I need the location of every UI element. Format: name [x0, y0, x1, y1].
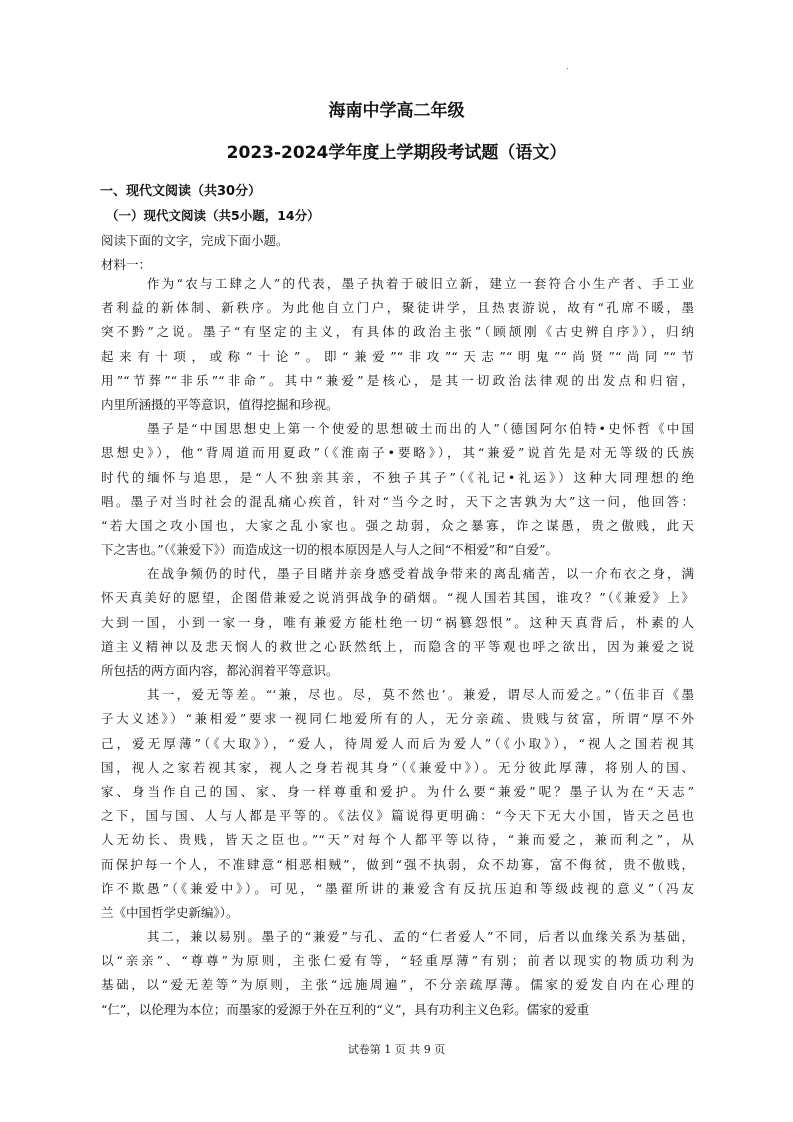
- passage-line: 时代的缅怀与追思，是“人不独亲其亲，不独子其子”（《礼记•礼运》）这种大同理想的绝: [101, 469, 694, 485]
- passage-line: 突不黔”之说。墨子“有坚定的主义，有具体的政治主张”（顾颉刚《古史辨自序》），归纳: [101, 324, 694, 340]
- material-label: 材料一：: [101, 257, 152, 272]
- passage-line: 之下，国与国、人与人都是平等的。《法仪》篇说得更明确：“今天下无大小国，皆天之邑也: [101, 808, 694, 824]
- passage-line: 其二，兼以易别。墨子的“兼爱”与孔、孟的“仁者爱人”不同，后者以血缘关系为基础，: [147, 929, 694, 945]
- passage-paragraph: [101, 417, 694, 562]
- passage-line: 大到一国，小到一家一身，唯有兼爱方能杜绝一切“祸篡怨恨”。这种天真背后，朴素的人: [101, 614, 694, 630]
- passage-paragraph: [101, 925, 694, 1022]
- passage-line: 者利益的新体制、新秩序。为此他自立门户，聚徒讲学，且热衷游说，故有“孔席不暖，墨: [101, 300, 694, 316]
- passage-line: 国，视人之家若视其家，视人之身若视其身”（《兼爱中》）。无分彼此厚薄，将别人的国、: [101, 759, 694, 775]
- passage-line: 作为“农与工肆之人”的代表，墨子执着于破旧立新，建立一套符合小生产者、手工业: [147, 276, 694, 291]
- passage-line: 以“亲亲”、“尊尊”为原则，主张仁爱有等，“轻重厚薄”有别；前者以现实的物质功利为: [101, 953, 694, 969]
- passage-line: 墨子是“中国思想史上第一个使爱的思想破土而出的人”（德国阿尔伯特•史怀哲《中国: [147, 421, 694, 437]
- passage-line: 其一，爱无等差。“‘兼，尽也。尽，莫不然也’。兼爱，谓尽人而爱之。”（伍非百《墨: [147, 687, 694, 703]
- exam-title: 2023-2024学年度上学期段考试题（语文）: [226, 143, 567, 163]
- passage-paragraph: [101, 683, 694, 925]
- passage-line: “若大国之攻小国也，大家之乱小家也。强之劫弱，众之暴寡，诈之谋愚，贵之傲贱，此天: [101, 517, 694, 533]
- passage-line: 诈不欺愚”（《兼爱中》）。可见，“墨翟所讲的兼爱含有反抗压迫和等级歧视的意义”（冯友: [101, 880, 694, 896]
- section-heading: 一、现代文阅读（共30分）: [100, 184, 262, 199]
- passage-line: 人无幼长、贵贱，皆天之臣也。”“天”对每个人都平等以待，“兼而爱之，兼而利之”，从: [101, 832, 694, 848]
- passage-line: 下之害也。”（《兼爱下》）而造成这一切的根本原因是人与人之间“不相爱”和“自爱”。: [101, 542, 558, 558]
- instruction-text: 阅读下面的文字，完成下面小题。: [101, 233, 289, 248]
- passage-line: 道主义精神以及悲天悯人的救世之心跃然纸上，而隐含的平等观也呼之欲出，因为兼爱之说: [101, 638, 694, 654]
- passage-line: 在战争频仍的时代，墨子目睹并亲身感受着战争带来的离乱痛苦，以一介布衣之身，满: [147, 566, 694, 582]
- passage-line: 兰《中国哲学史新编》）。: [101, 904, 239, 920]
- passage-line: 己，爱无厚薄”（《大取》），“爱人，待周爱人而后为爱人”（《小取》），“视人之国若视其: [101, 735, 694, 751]
- passage-line: 家、身当作自己的国、家、身一样尊重和爱护。为什么要“兼爱”呢？墨子认为在“天志”: [101, 783, 694, 799]
- school-title: 海南中学高二年级: [328, 101, 465, 121]
- passage-line: 子大义述》）“兼相爱”要求一视同仁地爱所有的人，无分亲疏、贵贱与贫富，所谓“厚不外: [101, 711, 694, 727]
- passage-paragraph: [101, 562, 694, 683]
- passage-line: 怀天真美好的愿望，企图借兼爱之说消弭战争的硝烟。“视人国若其国，谁攻？”（《兼爱》上》: [101, 590, 694, 606]
- passage-line: 所包括的两方面内容，都沁润着平等意识。: [101, 663, 339, 678]
- passage-line: 内里所涵摄的平等意识，值得挖掘和珍视。: [101, 396, 339, 412]
- passage-line: “仁”，以伦理为本位；而墨家的爱源于外在互利的“义”，具有功利主义色彩。儒家的爱重: [101, 1001, 590, 1017]
- passage-line: 思想史》），他“背周道而用夏政”（《淮南子•要略》），其“兼爱”说首先是对无等级的氏族: [101, 445, 694, 461]
- passage-line: 基础，以“爱无差等”为原则，主张“远施周遍”，不分亲疏厚薄。儒家的爱发自内在心理的: [101, 977, 694, 993]
- passage-line: 起来有十项，或称“十论”。即“兼爱”“非攻”“天志”“明鬼”“尚贤”“尚同”“节: [101, 348, 694, 364]
- passage-line: 唱。墨子对当时社会的混乱痛心疾首，针对“当今之时，天下之害孰为大”这一问，他回答：: [101, 493, 694, 509]
- subsection-heading: （一）现代文阅读（共5小题，14分）: [106, 208, 320, 223]
- passage-line: 而保护每一个人，不准肆意“相恶相贼”，做到“强不执弱，众不劫寡，富不侮贫，贵不傲贱，: [101, 856, 694, 872]
- passage-paragraph: [101, 272, 694, 417]
- passage-line: 用”“节葬”“非乐”“非命”。其中“兼爱”是核心，是其一切政治法律观的出发点和归宿，: [101, 372, 694, 388]
- scan-dot: .: [566, 62, 569, 71]
- page-footer: 试卷第 1 页 共 9 页: [347, 1043, 446, 1056]
- passage-body: [101, 272, 694, 1022]
